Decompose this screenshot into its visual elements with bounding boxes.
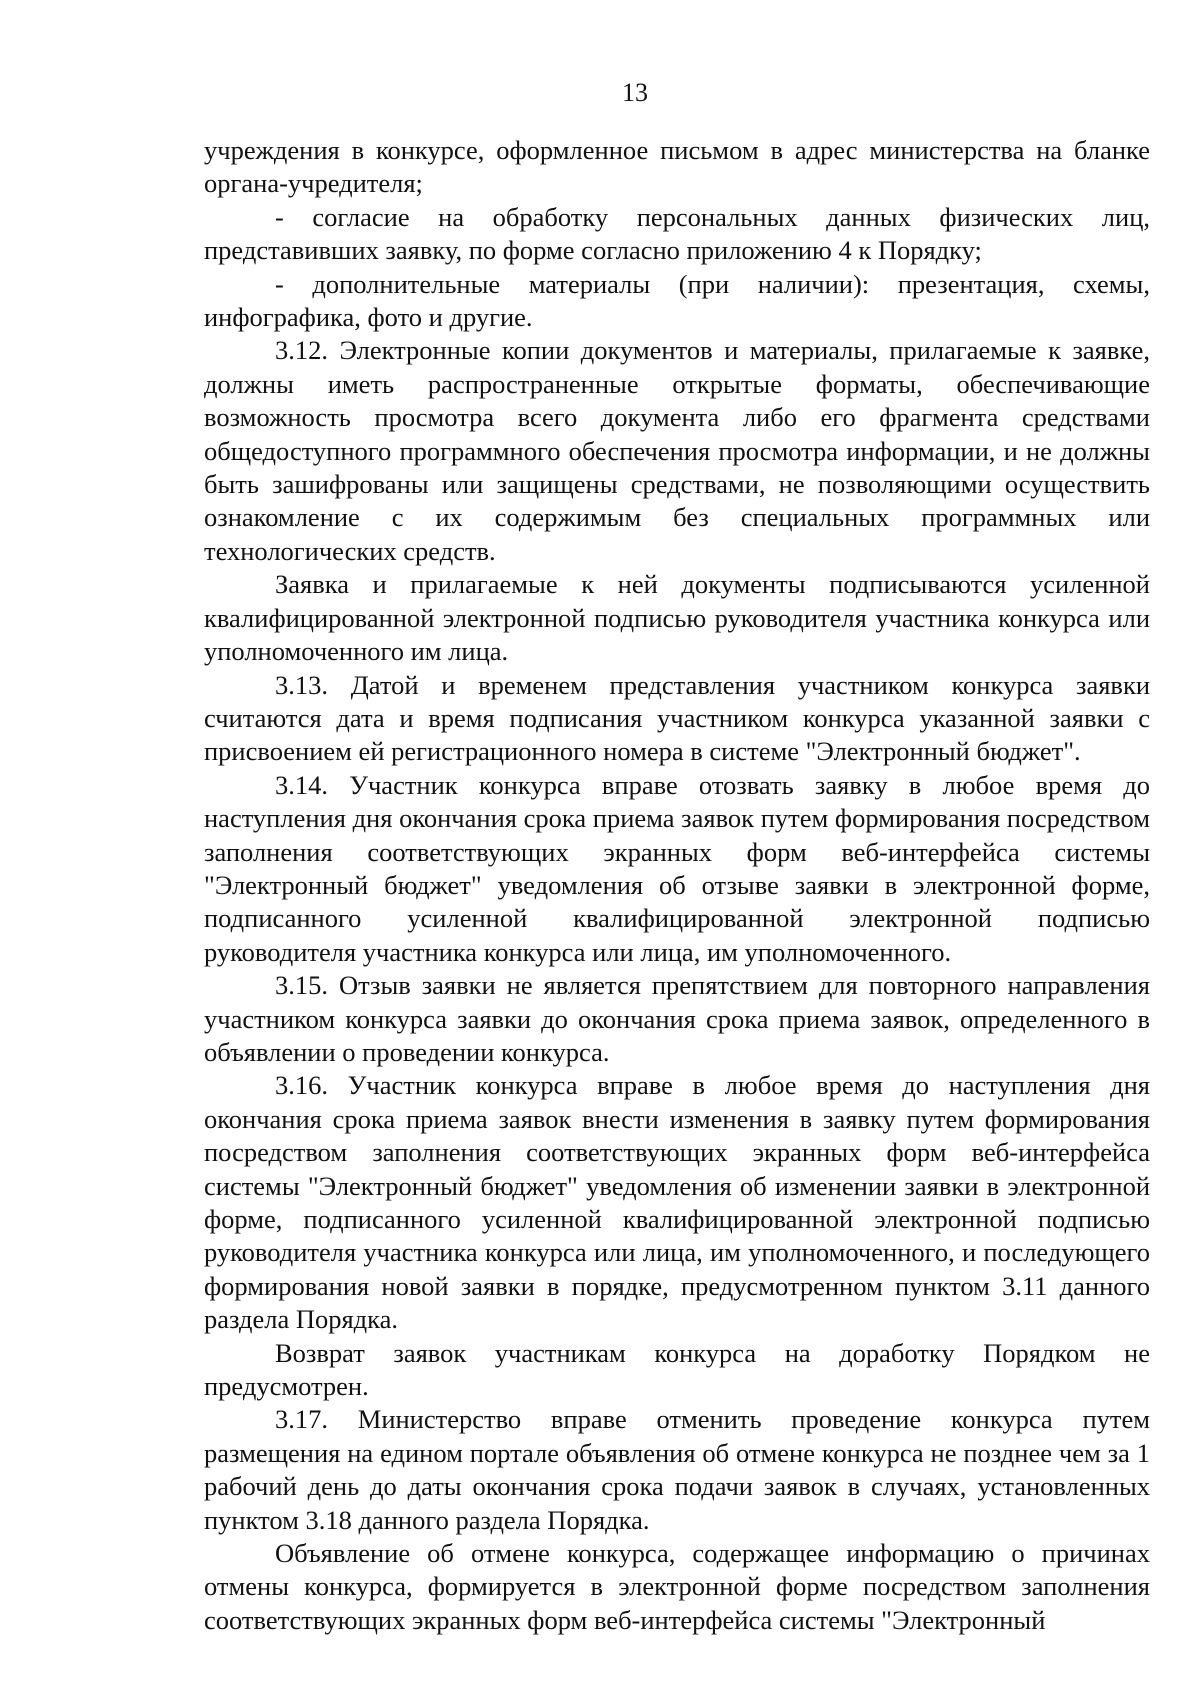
paragraph-1: учреждения в конкурсе, оформленное письмом в адрес министерства на бланке органа-учредителя; (204, 135, 1150, 199)
paragraph-5: Заявка и прилагаемые к ней документы подписываются усиленной квалифицированной электронной подписью руководителя участника конкурса или уполномоченного им лица. (204, 569, 1150, 667)
paragraph-12: Объявление об отмене конкурса, содержащее информацию о причинах отмены конкурса, формируется в электронной форме посредством заполнения соответствующих экранных форм веб-интерфейса системы "Электронный (204, 1538, 1150, 1635)
document-body (204, 134, 1150, 1637)
paragraph-2: - согласие на обработку персональных данных физических лиц, представивших заявку, по форме согласно приложению 4 к Порядку; (204, 201, 1150, 266)
paragraph-8: 3.15. Отзыв заявки не является препятствием для повторного направления участником конкурса заявки до окончания срока приема заявок, определенного в объявлении о проведении конкурса. (204, 970, 1150, 1067)
paragraph-7: 3.14. Участник конкурса вправе отозвать заявку в любое время до наступления дня окончания срока приема заявок путем формирования посредством заполнения соответствующих экранных форм веб-интерфейса системы "Электронный бюджет" уведомления об отзыве заявки в электронной форме, подписанного усиленной квалифицированной электронной подписью руководителя участника конкурса или лица, им уполномоченного. (204, 769, 1150, 967)
page-number: 13 (622, 78, 648, 107)
paragraph-3: - дополнительные материалы (при наличии): презентация, схемы, инфографика, фото и другие. (204, 268, 1150, 333)
paragraph-11: 3.17. Министерство вправе отменить проведение конкурса путем размещения на едином портале объявления об отмене конкурса не позднее чем за 1 рабочий день до даты окончания срока подачи заявок в случаях, установленных пунктом 3.18 данного раздела Порядка. (204, 1404, 1150, 1535)
paragraph-10: Возврат заявок участникам конкурса на доработку Порядком не предусмотрен. (204, 1337, 1150, 1402)
paragraph-4: 3.12. Электронные копии документов и материалы, прилагаемые к заявке, должны иметь распространенные открытые форматы, обеспечивающие возможность просмотра всего документа либо его фрагмента средствами общедоступного программного обеспечения просмотра информации, и не должны быть зашифрованы или защищены средствами, не позволяющими осуществить ознакомление с их содержимым без специальных программных или технологических средств. (204, 335, 1150, 566)
paragraph-9: 3.16. Участник конкурса вправе в любое время до наступления дня окончания срока приема заявок внести изменения в заявку путем формирования посредством заполнения соответствующих экранных форм веб-интерфейса системы "Электронный бюджет" уведомления об изменении заявки в электронной форме, подписанного усиленной квалифицированной электронной подписью руководителя участника конкурса или лица, им уполномоченного, и последующего формирования новой заявки в порядке, предусмотренном пунктом 3.11 данного раздела Порядка. (204, 1070, 1150, 1335)
paragraph-6: 3.13. Датой и временем представления участником конкурса заявки считаются дата и время подписания участником конкурса указанной заявки с присвоением ей регистрационного номера в системе "Электронный бюджет". (204, 669, 1150, 767)
